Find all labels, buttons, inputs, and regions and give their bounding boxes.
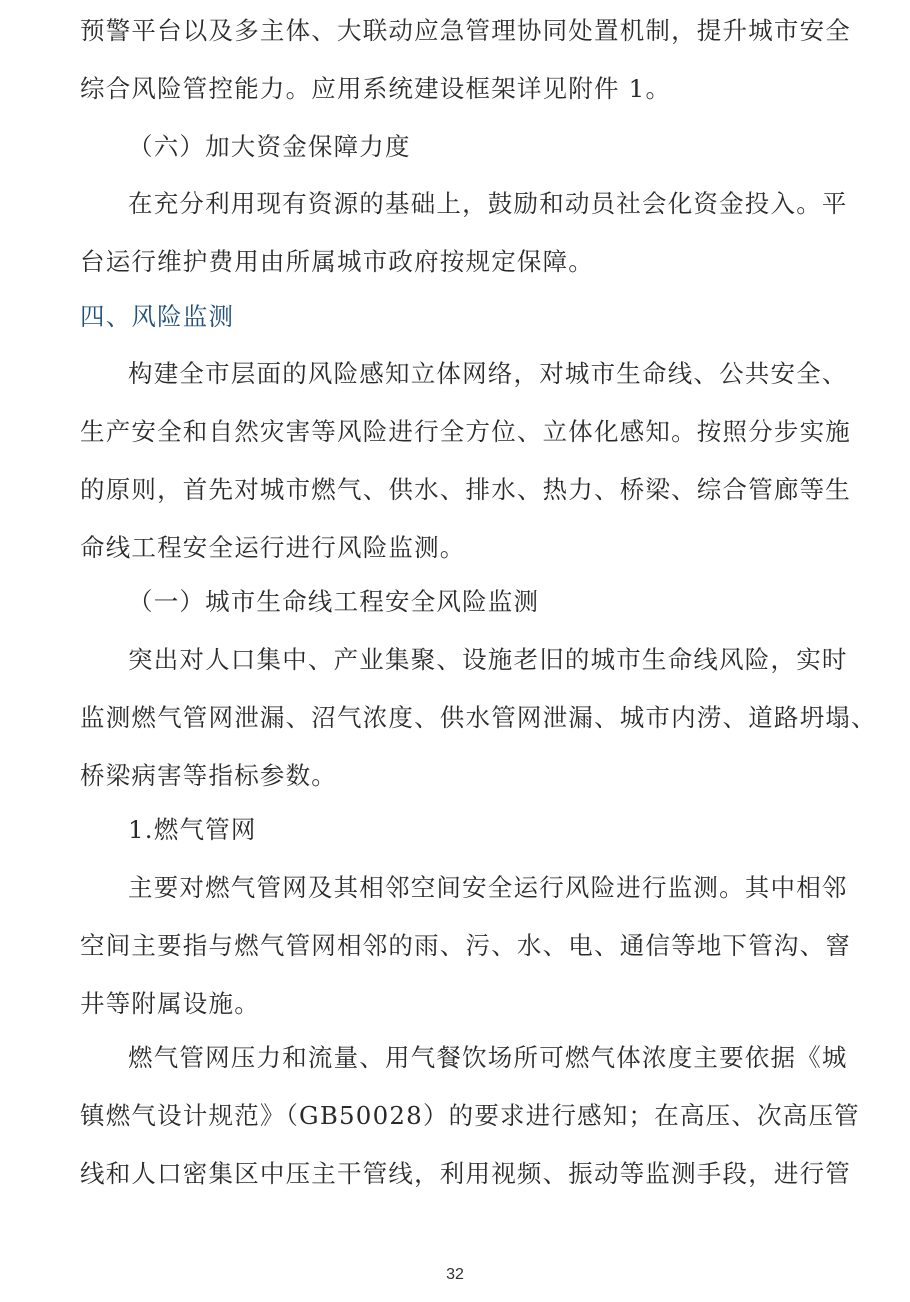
section-subheading: （一）城市生命线工程安全风险监测 bbox=[128, 587, 540, 616]
paragraph-line: 燃气管网压力和流量、用气餐饮场所可燃气体浓度主要依据《城 bbox=[128, 1043, 848, 1072]
item-heading: 1.燃气管网 bbox=[128, 815, 257, 844]
page-number: 32 bbox=[446, 1266, 464, 1283]
paragraph-line: 桥梁病害等指标参数。 bbox=[80, 761, 337, 790]
paragraph-line: 主要对燃气管网及其相邻空间安全运行风险进行监测。其中相邻 bbox=[128, 873, 848, 902]
paragraph-line: 监测燃气管网泄漏、沼气浓度、供水管网泄漏、城市内涝、道路坍塌、 bbox=[80, 703, 877, 732]
paragraph-line: 线和人口密集区中压主干管线，利用视频、振动等监测手段，进行管 bbox=[80, 1159, 851, 1188]
paragraph-line: 综合风险管控能力。应用系统建设框架详见附件 1。 bbox=[80, 74, 672, 103]
paragraph-line: 镇燃气设计规范》（GB50028）的要求进行感知；在高压、次高压管 bbox=[80, 1101, 860, 1130]
paragraph-line: 台运行维护费用由所属城市政府按规定保障。 bbox=[80, 247, 594, 276]
paragraph-line: 命线工程安全运行进行风险监测。 bbox=[80, 533, 466, 562]
paragraph-line: 预警平台以及多主体、大联动应急管理协同处置机制，提升城市安全 bbox=[80, 16, 851, 45]
paragraph-line: 空间主要指与燃气管网相邻的雨、污、水、电、通信等地下管沟、窨 bbox=[80, 931, 851, 960]
paragraph-line: 的原则，首先对城市燃气、供水、排水、热力、桥梁、综合管廊等生 bbox=[80, 475, 851, 504]
paragraph-line: 在充分利用现有资源的基础上，鼓励和动员社会化资金投入。平 bbox=[128, 189, 848, 218]
paragraph-line: 构建全市层面的风险感知立体网络，对城市生命线、公共安全、 bbox=[128, 359, 848, 388]
paragraph-line: 井等附属设施。 bbox=[80, 989, 260, 1018]
paragraph-line: 生产安全和自然灾害等风险进行全方位、立体化感知。按照分步实施 bbox=[80, 417, 851, 446]
section-heading: 四、风险监测 bbox=[80, 302, 235, 331]
section-subheading: （六）加大资金保障力度 bbox=[128, 132, 411, 161]
paragraph-line: 突出对人口集中、产业集聚、设施老旧的城市生命线风险，实时 bbox=[128, 645, 848, 674]
